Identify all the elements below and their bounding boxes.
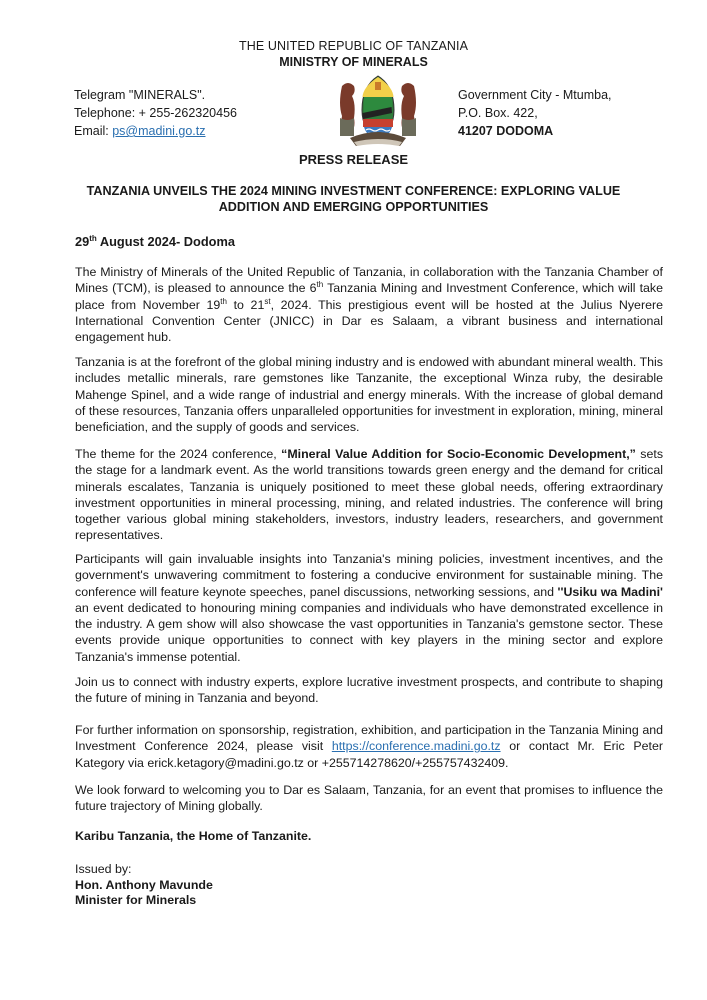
address-line-1: Government City - Mtumba, [458,88,612,102]
p6-text-b: or contact Mr. Eric Peter Kategory via erick.ketagory@madini.go.tz or +255714278620/+255757432409. [75,739,664,770]
p1-text-d: , 2024. This prestigious event will be hosted at the Julius Nyerere International Convention Center (JNICC) in Dar es Salaam, a vibrant business and international engagement hub. [75,297,663,345]
email-label: Email: [74,124,113,138]
paragraph-intro [75,264,663,345]
telegram-line: Telegram "MINERALS". [74,88,206,102]
telephone-line: Telephone: + 255-262320456 [74,106,237,120]
paragraph-participants [75,551,663,665]
signatory-title: Minister for Minerals [75,893,197,907]
p1-sup-c: st [264,296,271,306]
p3-text-b: sets the stage for a landmark event. As the world transitions towards green energy and the demand for critical minerals escalates, Tanzania is uniquely positioned to meet these global needs, offering extraordinary investment opportunities in mineral processing, mining, and related industries. The conference will bring together various global mining stakeholders, investors, industry leaders, researchers, and government representatives. [75,447,664,543]
p4-text-b: an event dedicated to honouring mining companies and individuals who have demonstrated excellence in the industry. A gem show will also showcase the vast opportunities in Tanzania's gemstone sector. These events provide unique opportunities to connect with key players in the mining sector and explore Tanzania's immense potential. [75,600,663,664]
paragraph-further-info [75,722,663,771]
document-type-label: PRESS RELEASE [298,152,409,167]
dateline-day-suffix: th [89,234,97,243]
address-line-3: 41207 DODOMA [458,124,554,138]
p6-text-a: For further information on sponsorship, registration, exhibition, and participation in the Tanzania Mining and Investment Conference 2024, please visit [75,723,663,754]
country-heading: THE UNITED REPUBLIC OF TANZANIA [238,39,469,53]
email-link[interactable]: ps@madini.go.tz [112,124,206,138]
email-line [74,122,237,140]
p4-text-a: Participants will gain invaluable insights into Tanzania's mining policies, investment incentives, and the government's unwavering commitment to fostering a conducive environment for sustainable mining. The conference will feature keynote speeches, panel discussions, networking sessions, and [75,552,663,599]
paragraph-mineral-wealth: Tanzania is at the forefront of the global mining industry and is endowed with abundant mineral wealth. This includes metallic minerals, rare gemstones like Tanzanite, the exceptional Winza ruby, the desirable Mahenge Spinel, and a wide range of industrial and energy minerals. With the increase of global demand of these resources, Tanzania offers unparalleled opportunities for investment in exploration, mining, mineral beneficiation, and the supply of goods and services. [75,355,663,435]
headline: TANZANIA UNVEILS THE 2024 MINING INVESTMENT CONFERENCE: EXPLORING VALUE ADDITION AND EMERGING OPPORTUNITIES [86,184,621,214]
signatory-name: Hon. Anthony Mavunde [75,877,213,892]
closing-tagline: Karibu Tanzania, the Home of Tanzanite. [75,829,312,843]
p1-sup-a: th [316,280,324,290]
dateline-day: 29 [75,234,90,249]
p1-text-b: Tanzania Mining and Investment Conference, which will take place from November 19 [75,281,663,312]
right-contact-block [458,86,612,140]
dateline [75,234,235,249]
conference-website-link[interactable]: https://conference.madini.go.tz [331,739,501,754]
p3-text-a: The theme for the 2024 conference, [75,447,282,461]
paragraph-welcome: We look forward to welcoming you to Dar es Salaam, Tanzania, for an event that promises to influence the future trajectory of Mining globally. [75,783,663,814]
issued-by-label: Issued by: [75,862,132,876]
conference-theme: “Mineral Value Addition for Socio-Economic Development,” [281,447,636,461]
p1-text-c: to 21 [226,297,265,312]
ministry-heading: MINISTRY OF MINERALS [279,55,428,69]
dateline-rest: August 2024- Dodoma [96,234,235,249]
p1-text-a: The Ministry of Minerals of the United Republic of Tanzania, in collaboration with the Tanzania Chamber of Mines (TCM), is pleased to announce the 6 [75,265,663,296]
address-line-2: P.O. Box. 422, [458,106,538,120]
p1-sup-b: th [220,296,227,306]
paragraph-theme [75,446,663,544]
left-contact-block [74,86,237,140]
paragraph-join-us: Join us to connect with industry experts, explore lucrative investment prospects, and contribute to shaping the future of mining in Tanzania and beyond. [75,675,663,706]
tanzania-coat-of-arms-icon [328,72,428,152]
signature-block [75,862,213,909]
usiku-wa-madini-event: ''Usiku wa Madini' [557,584,663,599]
